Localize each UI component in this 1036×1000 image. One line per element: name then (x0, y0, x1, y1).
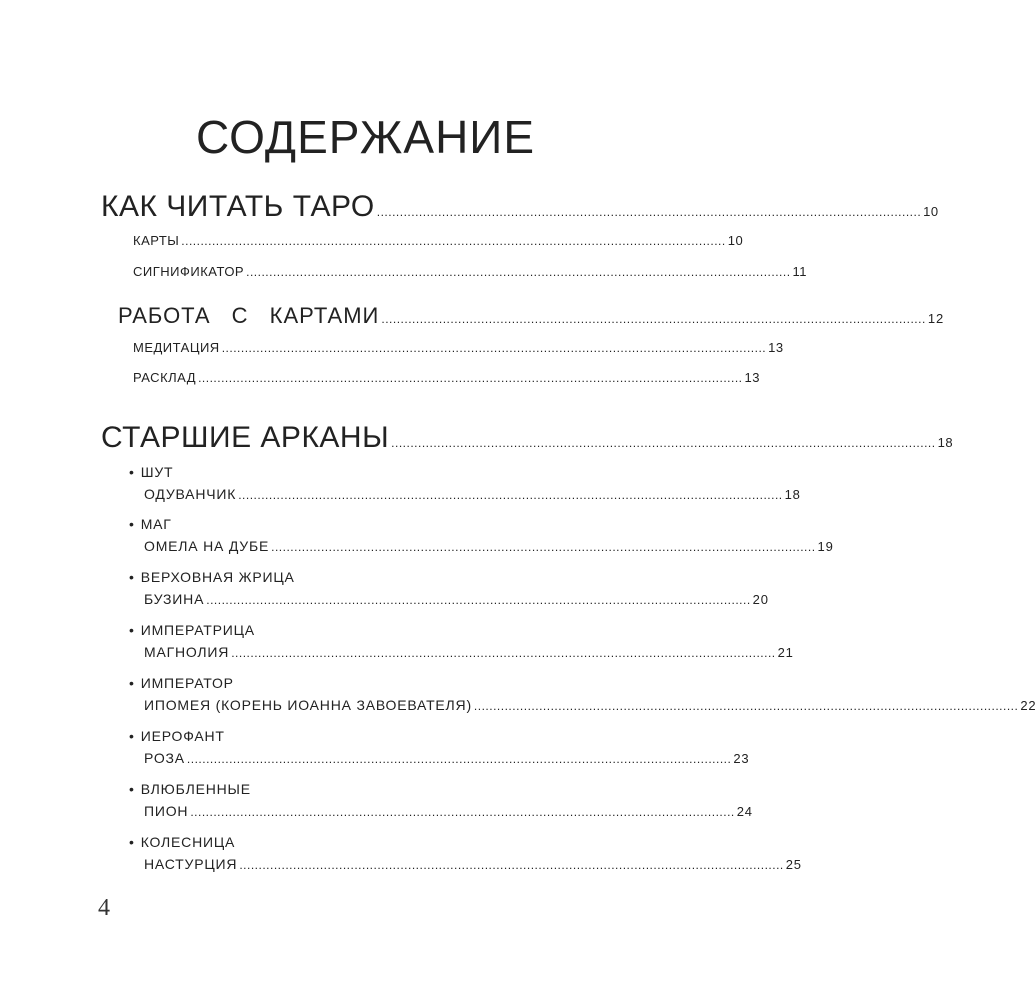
toc-entry-arcana-plant[interactable] (144, 803, 753, 819)
bullet: • (129, 516, 135, 532)
toc-entry-spread[interactable] (133, 370, 760, 385)
page-number: 4 (98, 895, 110, 921)
bullet: • (129, 464, 135, 480)
arcana-name (129, 569, 295, 585)
dot-leader: .............................................................................................................................................. (473, 699, 1019, 713)
toc-page-number: 21 (777, 645, 794, 660)
toc-page-number: 18 (784, 487, 801, 502)
toc-entry-arcana-plant[interactable] (144, 591, 769, 607)
arcana-plant-label: НАСТУРЦИЯ (144, 856, 238, 872)
toc-entry-label: КАК ЧИТАТЬ ТАРО (101, 190, 375, 223)
arcana-name (129, 834, 235, 850)
dot-leader: .............................................................................................................................................. (186, 752, 732, 766)
bullet: • (129, 781, 135, 797)
dot-leader: .............................................................................................................................................. (221, 341, 767, 355)
dot-leader: .............................................................................................................................................. (246, 265, 791, 279)
toc-entry-cards[interactable] (133, 233, 744, 248)
toc-entry-arcana-plant[interactable] (144, 538, 834, 554)
toc-page-number: 19 (817, 539, 834, 554)
toc-entry-label: СТАРШИЕ АРКАНЫ (101, 421, 390, 454)
toc-page-number: 10 (923, 204, 939, 219)
dot-leader: .............................................................................................................................................. (376, 205, 922, 219)
arcana-name (129, 675, 234, 691)
arcana-name-text: ШУТ (140, 464, 174, 480)
arcana-plant-label: РОЗА (144, 750, 185, 766)
arcana-plant-label: ПИОН (144, 803, 189, 819)
toc-entry-arcana-plant[interactable] (144, 644, 794, 660)
toc-entry-arcana-plant[interactable] (144, 697, 1036, 713)
arcana-plant-label: ИПОМЕЯ (КОРЕНЬ ИОАННА ЗАВОЕВАТЕЛЯ) (144, 697, 472, 713)
toc-entry-working-with-cards[interactable] (118, 303, 945, 329)
arcana-name (129, 516, 172, 532)
dot-leader: .............................................................................................................................................. (198, 371, 743, 385)
bullet: • (129, 834, 135, 850)
arcana-name (129, 622, 255, 638)
toc-entry-label: РАСКЛАД (133, 370, 197, 385)
arcana-name-text: МАГ (140, 516, 172, 532)
toc-entry-label: РАБОТА С КАРТАМИ (118, 303, 380, 328)
toc-page-number: 24 (736, 804, 753, 819)
bullet: • (129, 675, 135, 691)
arcana-name-text: КОЛЕСНИЦА (140, 834, 236, 850)
arcana-name-text: ВЛЮБЛЕННЫЕ (140, 781, 251, 797)
arcana-name-text: ВЕРХОВНАЯ ЖРИЦА (140, 569, 295, 585)
toc-entry-significator[interactable] (133, 264, 808, 279)
toc-entry-arcana-plant[interactable] (144, 486, 801, 502)
bullet: • (129, 569, 135, 585)
page-title: СОДЕРЖАНИЕ (195, 111, 536, 163)
arcana-plant-label: ОДУВАНЧИК (144, 486, 237, 502)
dot-leader: .............................................................................................................................................. (181, 234, 726, 248)
arcana-name (129, 728, 225, 744)
bullet: • (129, 728, 135, 744)
arcana-name-text: ИМПЕРАТРИЦА (140, 622, 255, 638)
toc-page-number: 25 (785, 857, 802, 872)
dot-leader: .............................................................................................................................................. (391, 436, 936, 450)
toc-page-number: 13 (744, 370, 760, 385)
dot-leader: .............................................................................................................................................. (190, 805, 735, 819)
toc-page-number: 23 (733, 751, 750, 766)
arcana-plant-label: МАГНОЛИЯ (144, 644, 230, 660)
toc-page-number: 12 (927, 311, 945, 326)
dot-leader: .............................................................................................................................................. (206, 593, 751, 607)
bullet: • (129, 622, 135, 638)
arcana-name (129, 781, 251, 797)
arcana-name-text: ИЕРОФАНТ (140, 728, 225, 744)
dot-leader: .............................................................................................................................................. (239, 858, 784, 872)
arcana-plant-label: БУЗИНА (144, 591, 205, 607)
toc-entry-label: СИГНИФИКАТОР (133, 264, 245, 279)
toc-page-number: 20 (752, 592, 769, 607)
toc-page-number: 11 (792, 264, 808, 279)
dot-leader: .............................................................................................................................................. (231, 646, 776, 660)
arcana-plant-label: ОМЕЛА НА ДУБЕ (144, 538, 270, 554)
toc-entry-arcana-plant[interactable] (144, 750, 750, 766)
toc-page-number: 22 (1020, 698, 1036, 713)
arcana-name-text: ИМПЕРАТОР (140, 675, 234, 691)
toc-entry-major-arcana[interactable] (101, 421, 954, 455)
dot-leader: .............................................................................................................................................. (381, 312, 926, 326)
toc-entry-how-to-read[interactable] (101, 190, 939, 224)
toc-entry-label: МЕДИТАЦИЯ (133, 340, 220, 355)
toc-entry-arcana-plant[interactable] (144, 856, 802, 872)
toc-page-number: 18 (937, 435, 954, 450)
toc-page-number: 10 (727, 233, 744, 248)
toc-entry-label: КАРТЫ (133, 233, 180, 248)
toc-page-number: 13 (768, 340, 784, 355)
dot-leader: .............................................................................................................................................. (238, 488, 783, 502)
toc-entry-meditation[interactable] (133, 340, 784, 355)
arcana-name (129, 464, 173, 480)
dot-leader: .............................................................................................................................................. (271, 540, 816, 554)
